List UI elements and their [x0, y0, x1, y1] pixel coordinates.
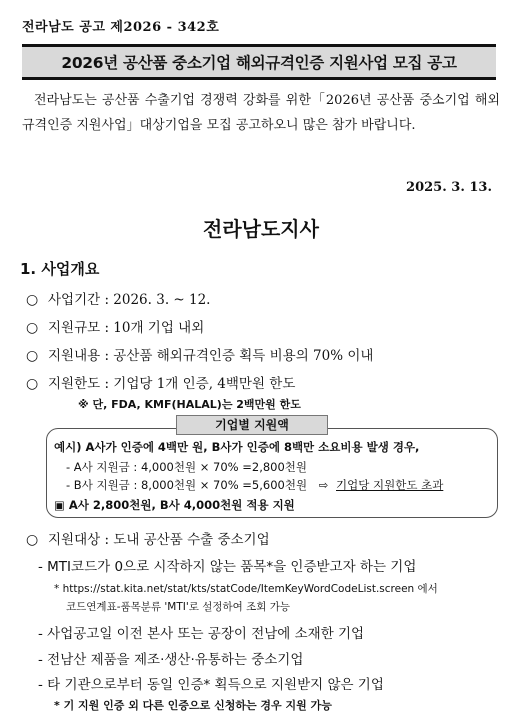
company-b-line: [66, 477, 443, 493]
notice-date: 2025. 3. 13.: [406, 180, 492, 195]
arrow-icon: ⇨: [318, 478, 329, 492]
circle-bullet-icon: ○: [26, 348, 39, 364]
item-text: 지원규모 : 10개 기업 내외: [48, 320, 205, 336]
circle-bullet-icon: ○: [26, 320, 39, 336]
company-b-text: - B사 지원금 : 8,000천원 × 70% =5,600천원: [66, 478, 308, 492]
section-heading: 1. 사업개요: [20, 260, 100, 278]
list-item-period: [26, 288, 210, 308]
limit-note: ※ 단, FDA, KMF(HALAL)는 2백만원 한도: [78, 398, 301, 411]
over-limit-text: 기업당 지원한도 초과: [336, 478, 444, 492]
condition-mti: - MTI코드가 0으로 시작하지 않는 품목*을 인증받고자 하는 기업: [38, 559, 417, 575]
item-text: 사업기간 : 2026. 3. ~ 12.: [48, 292, 211, 308]
document-title: 2026년 공산품 중소기업 해외규격인증 지원사업 모집 공고: [61, 54, 457, 72]
example-line: 예시) A사가 인증에 4백만 원, B사가 인증에 8백만 소요비용 발생 경우,: [54, 440, 420, 454]
item-text: 지원내용 : 공산품 해외규격인증 획득 비용의 70% 이내: [48, 348, 374, 364]
mti-note-url: * https://stat.kita.net/stat/kts/statCode/ItemKeyWordCodeList.screen 에서: [54, 583, 438, 595]
condition-location: - 사업공고일 이전 본사 또는 공장이 전남에 소재한 기업: [38, 626, 365, 642]
list-item-limit: [26, 372, 295, 392]
result-line: [54, 497, 295, 513]
support-amount-box-title: 기업별 지원액: [176, 415, 328, 435]
intro-paragraph: 전라남도는 공산품 수출기업 경쟁력 강화를 위한「2026년 공산품 중소기업 해외규격인증 지원사업」대상기업을 모집 공고하오니 많은 참가 바랍니다.: [22, 93, 500, 133]
list-item-content: [26, 344, 373, 364]
circle-bullet-icon: ○: [26, 532, 39, 548]
final-note: * 기 지원 인증 외 다른 인증으로 신청하는 경우 지원 가능: [54, 699, 332, 712]
circle-bullet-icon: ○: [26, 376, 39, 392]
circle-bullet-icon: ○: [26, 292, 39, 308]
square-bullet-icon: ▣: [54, 498, 65, 512]
item-text: 지원한도 : 기업당 1개 인증, 4백만원 한도: [48, 376, 296, 392]
item-text: 지원대상 : 도내 공산품 수출 중소기업: [48, 532, 270, 548]
mti-note-howto: 코드연계표-품목분류 'MTI'로 설정하여 조회 가능: [66, 601, 291, 613]
list-item-scale: [26, 316, 204, 336]
list-item-target: [26, 528, 270, 548]
title-banner: [22, 44, 496, 80]
condition-product: - 전남산 제품을 제조·생산·유통하는 중소기업: [38, 652, 304, 668]
notice-number: 전라남도 공고 제2026 - 342호: [22, 20, 220, 35]
company-a-line: - A사 지원금 : 4,000천원 × 70% =2,800천원: [66, 460, 308, 474]
result-text: A사 2,800천원, B사 4,000천원 적용 지원: [68, 498, 295, 512]
issuer: 전라남도지사: [203, 217, 319, 241]
condition-no-duplicate: - 타 기관으로부터 동일 인증* 획득으로 지원받지 않은 기업: [38, 677, 384, 693]
